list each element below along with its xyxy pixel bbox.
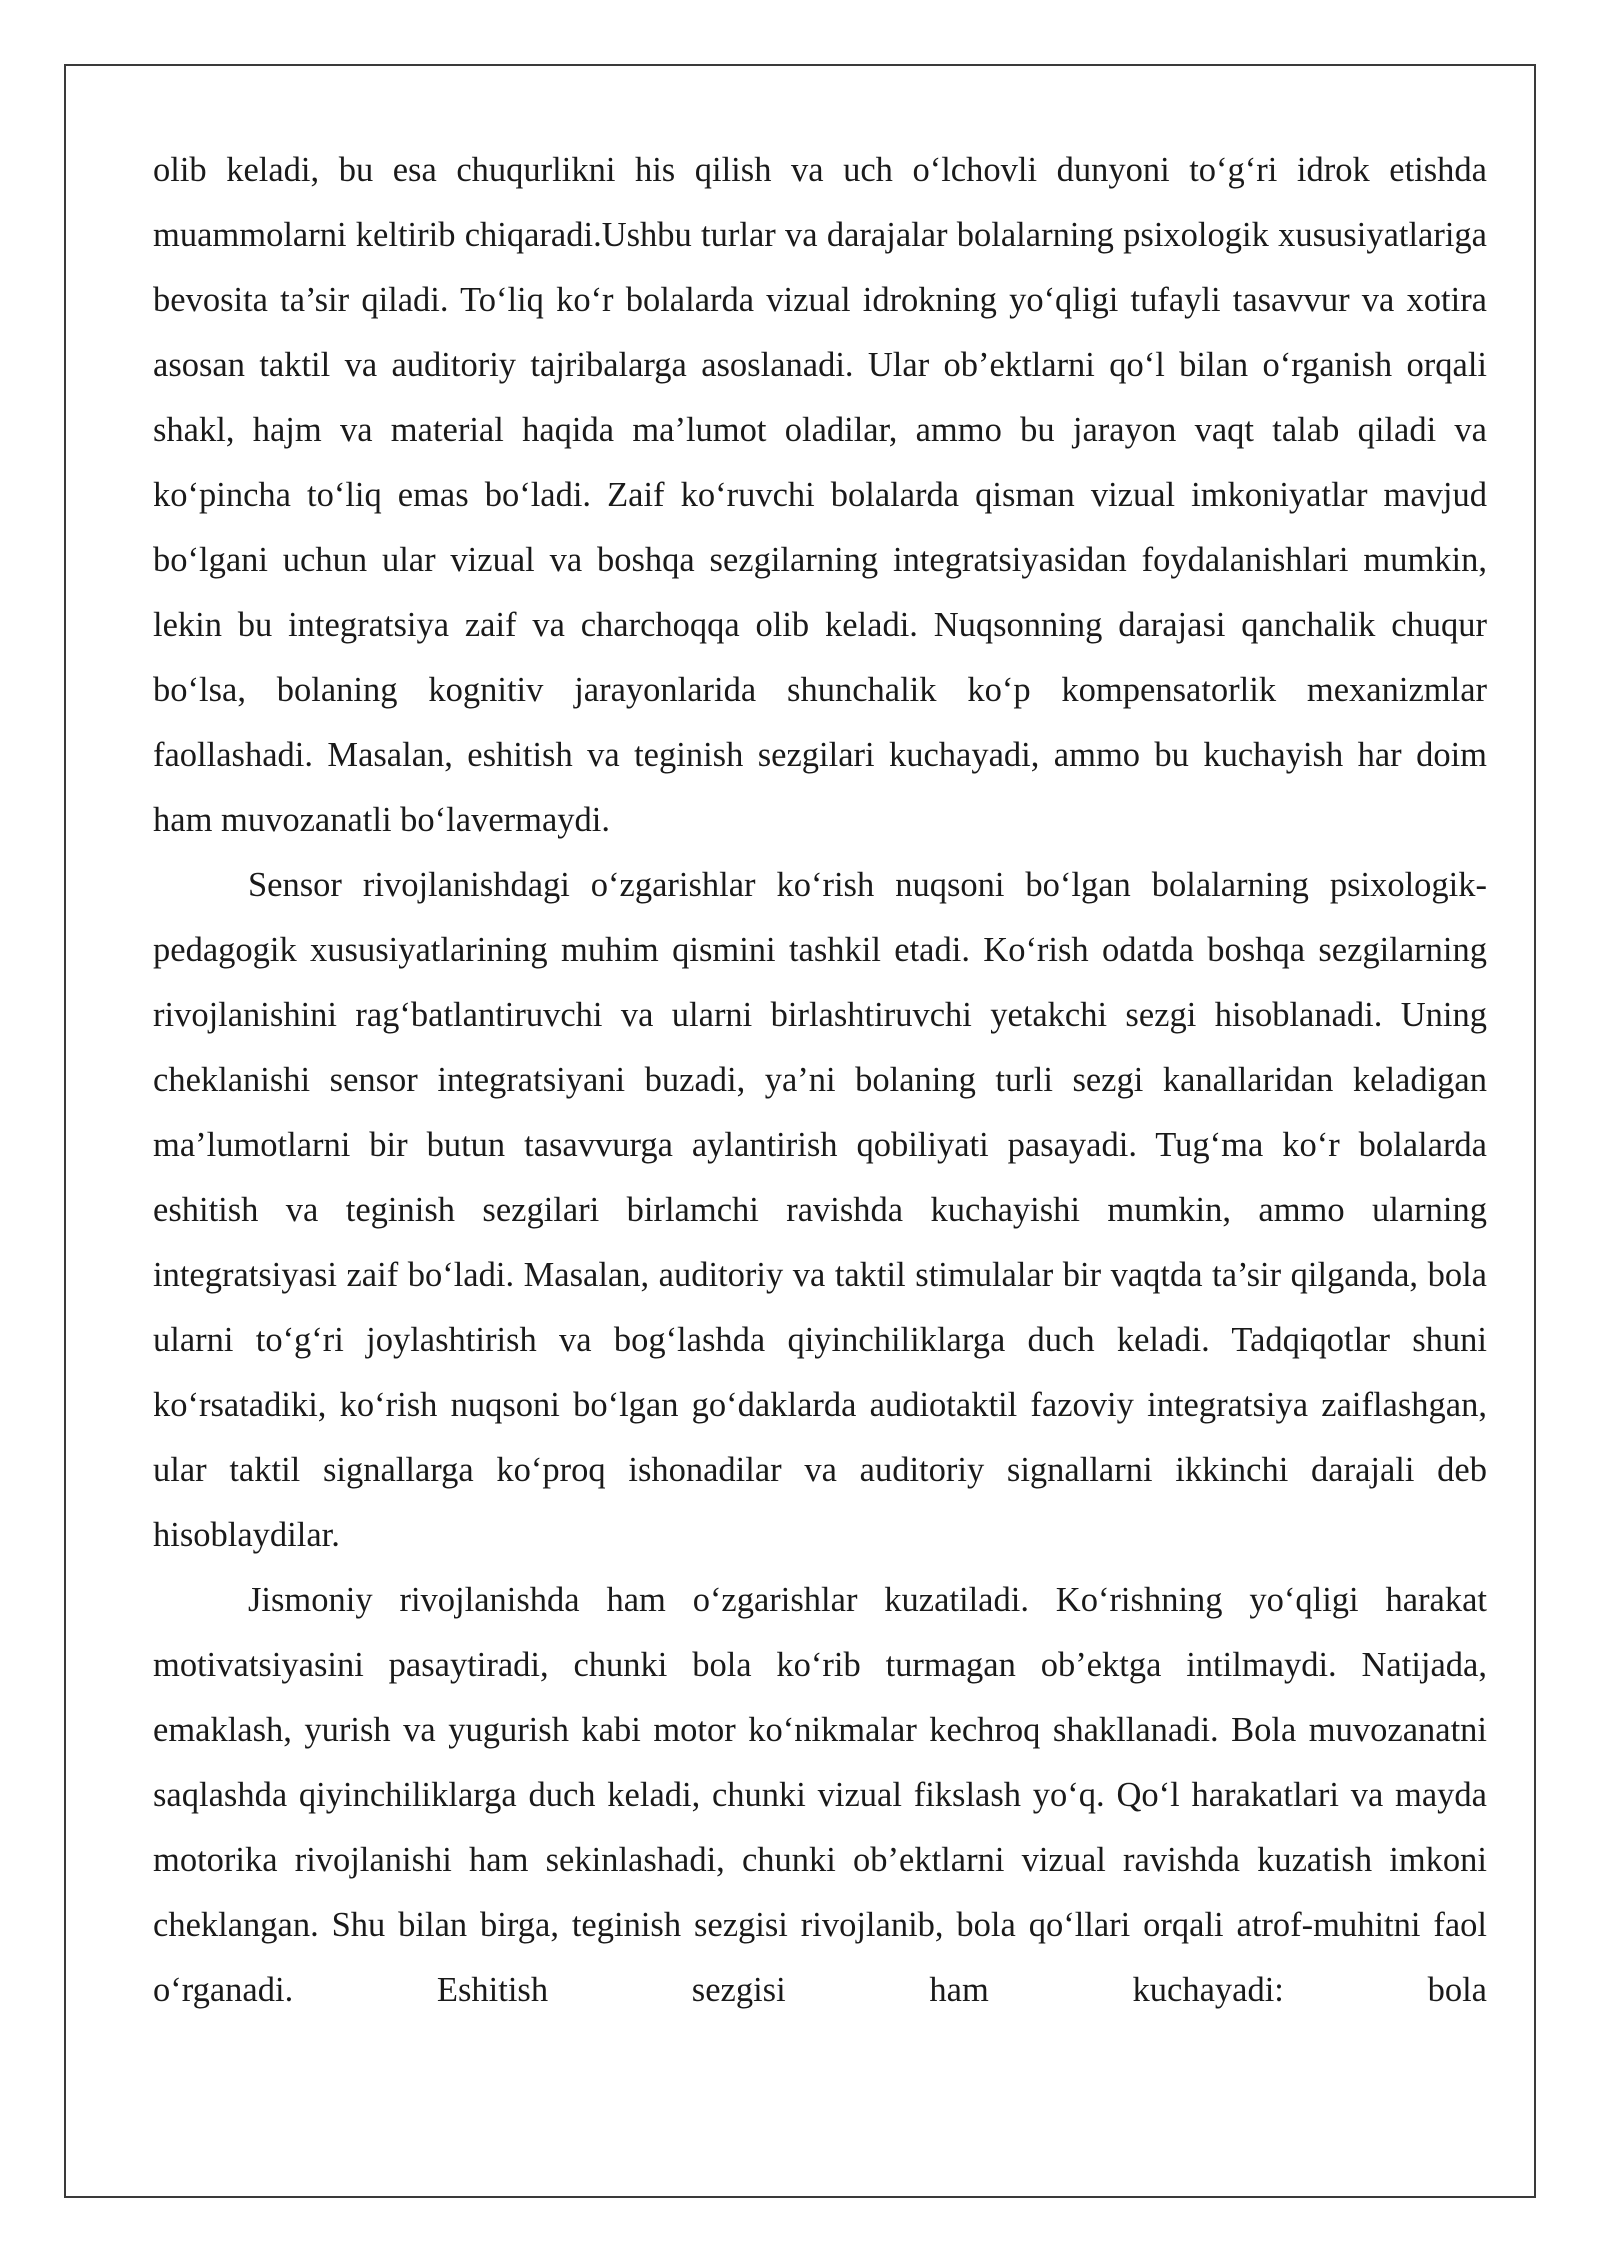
document-body — [153, 138, 1487, 2023]
paragraph-1: olib keladi, bu esa chuqurlikni his qilish va uch o‘lchovli dunyoni to‘g‘ri idrok etishda muammolarni keltirib chiqaradi.Ushbu turlar va darajalar bolalarning psixologik xususiyatlariga bevosita ta’sir qiladi. To‘liq ko‘r bolalarda vizual idrokning yo‘qligi tufayli tasavvur va xotira asosan taktil va auditoriy tajribalarga asoslanadi. Ular ob’ektlarni qo‘l bilan o‘rganish orqali shakl, hajm va material haqida ma’lumot oladilar, ammo bu jarayon vaqt talab qiladi va ko‘pincha to‘liq emas bo‘ladi. Zaif ko‘ruvchi bolalarda qisman vizual imkoniyatlar mavjud bo‘lgani uchun ular vizual va boshqa sezgilarning integratsiyasidan foydalanishlari mumkin, lekin bu integratsiya zaif va charchoqqa olib keladi. Nuqsonning darajasi qanchalik chuqur bo‘lsa, bolaning kognitiv jarayonlarida shunchalik ko‘p kompensatorlik mexanizmlar faollashadi. Masalan, eshitish va teginish sezgilari kuchayadi, ammo bu kuchayish har doim ham muvozanatli bo‘lavermaydi. — [153, 151, 1487, 839]
paragraph-3-last-line-continued: Jismoniy rivojlanishda ham o‘zgarishlar kuzatiladi. Ko‘rishning yo‘qligi harakat motivatsiyasini pasaytiradi, chunki bola ko‘rib turmagan ob’ektga intilmaydi. Natijada, emaklash, yurish va yugurish kabi motor ko‘nikmalar kechroq shakllanadi. Bola muvozanatni saqlashda qiyinchiliklarga duch keladi, chunki vizual fikslash yo‘q. Qo‘l harakatlari va mayda motorika rivojlanishi ham sekinlashadi, chunki ob’ektlarni vizual ravishda kuzatish imkoni cheklangan. Shu bilan birga, teginish sezgisi rivojlanib, bola qo‘llari orqali atrof-muhitni faol o‘rganadi. Eshitish sezgisi ham kuchayadi: bola — [153, 1581, 1487, 2009]
paragraph-2: Sensor rivojlanishdagi o‘zgarishlar ko‘rish nuqsoni bo‘lgan bolalarning psixologik-pedagogik xususiyatlarining muhim qismini tashkil etadi. Ko‘rish odatda boshqa sezgilarning rivojlanishini rag‘batlantiruvchi va ularni birlashtiruvchi yetakchi sezgi hisoblanadi. Uning cheklanishi sensor integratsiyani buzadi, ya’ni bolaning turli sezgi kanallaridan keladigan ma’lumotlarni bir butun tasavvurga aylantirish qobiliyati pasayadi. Tug‘ma ko‘r bolalarda eshitish va teginish sezgilari birlamchi ravishda kuchayishi mumkin, ammo ularning integratsiyasi zaif bo‘ladi. Masalan, auditoriy va taktil stimulalar bir vaqtda ta’sir qilganda, bola ularni to‘g‘ri joylashtirish va bog‘lashda qiyinchiliklarga duch keladi. Tadqiqotlar shuni ko‘rsatadiki, ko‘rish nuqsoni bo‘lgan go‘daklarda audiotaktil fazoviy integratsiya zaiflashgan, ular taktil signallarga ko‘proq ishonadilar va auditoriy signallarni ikkinchi darajali deb hisoblaydilar. — [153, 866, 1487, 1554]
